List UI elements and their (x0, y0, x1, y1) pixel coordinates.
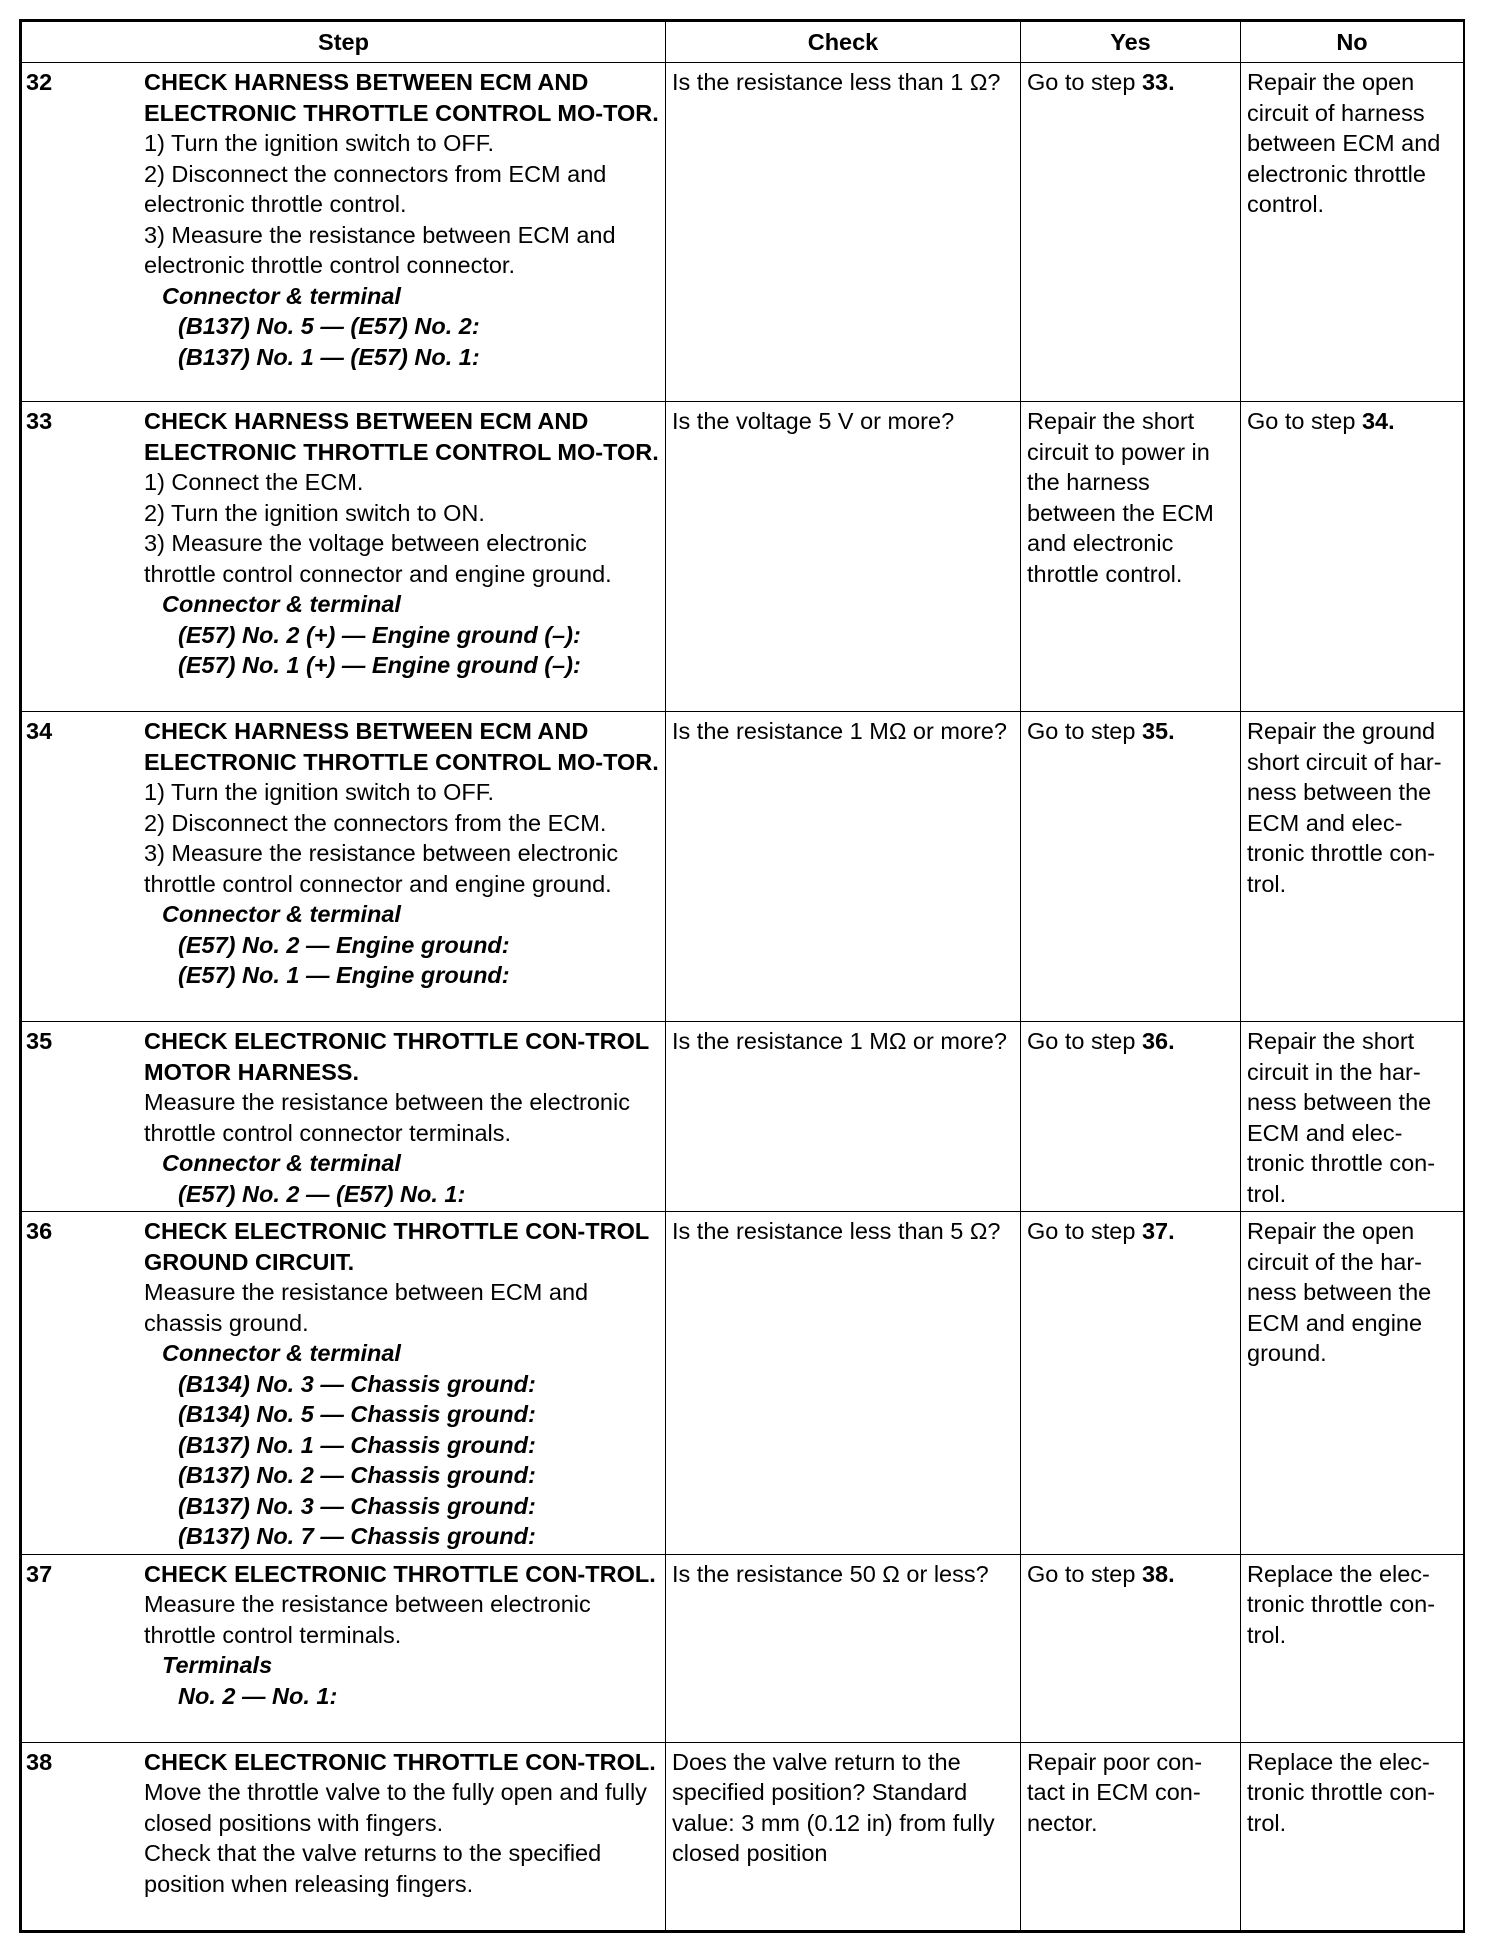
diagnostic-table (21, 21, 1464, 1931)
connector-heading: Terminals (162, 1652, 273, 1678)
step-cell (22, 1022, 666, 1212)
yes-step-ref: 37. (1141, 1218, 1175, 1244)
step-number: 32 (26, 69, 53, 95)
yes-text: Go to step (1027, 69, 1142, 95)
check-text: Is the voltage 5 V or more? (672, 408, 955, 434)
no-cell (1241, 63, 1464, 402)
check-text: Is the resistance less than 1 Ω? (672, 69, 1001, 95)
step-instruction: 1) Turn the ignition switch to OFF. (144, 779, 495, 805)
yes-cell (1021, 63, 1241, 402)
table-row (22, 63, 1464, 402)
connector-terminal-item: (E57) No. 2 — (E57) No. 1: (178, 1180, 466, 1207)
table-row (22, 1022, 1464, 1212)
no-cell (1241, 1212, 1464, 1555)
no-text: Repair the ground short circuit of har-ness between the ECM and elec-tronic throttle con-trol. (1247, 718, 1442, 897)
connector-heading: Connector & terminal (162, 591, 401, 617)
step-instruction: Measure the resistance between the electronic throttle control connector terminals. (144, 1089, 630, 1146)
yes-cell (1021, 1212, 1241, 1555)
yes-text: Go to step (1027, 1028, 1142, 1054)
step-title: CHECK ELECTRONIC THROTTLE CON-TROL. (144, 1560, 656, 1587)
yes-text: Go to step (1027, 718, 1142, 744)
step-number: 37 (26, 1560, 53, 1587)
step-cell (22, 63, 666, 402)
connector-terminal-item: (B134) No. 3 — Chassis ground: (178, 1370, 536, 1397)
step-instruction: 1) Turn the ignition switch to OFF. (144, 130, 495, 156)
table-row (22, 1742, 1464, 1931)
connector-terminal-item: (B137) No. 3 — Chassis ground: (178, 1492, 536, 1519)
yes-text: Go to step (1027, 1218, 1142, 1244)
no-text: Repair the open circuit of harness between ECM and electronic throttle control. (1247, 69, 1441, 217)
yes-text: Repair the short circuit to power in the harness between the ECM and electronic throttle control. (1027, 408, 1214, 587)
step-body (144, 67, 661, 372)
step-number: 35 (26, 1028, 53, 1054)
step-number: 38 (26, 1748, 53, 1775)
step-instruction: 1) Connect the ECM. (144, 469, 364, 495)
yes-text: Go to step (1027, 1560, 1142, 1587)
step-cell (22, 1554, 666, 1742)
no-text: Repair the open circuit of the har-ness between the ECM and engine ground. (1247, 1218, 1432, 1366)
step-number: 33 (26, 408, 53, 434)
check-text: Is the resistance less than 5 Ω? (672, 1218, 1001, 1244)
check-text: Is the resistance 50 Ω or less? (672, 1560, 989, 1587)
step-title: CHECK ELECTRONIC THROTTLE CON-TROL MOTOR HARNESS. (144, 1028, 649, 1085)
step-instruction: 2) Turn the ignition switch to ON. (144, 499, 485, 526)
header-row (22, 22, 1464, 63)
step-body (144, 1026, 661, 1209)
step-instruction: Check that the valve returns to the specified position when releasing fingers. (144, 1840, 602, 1897)
connector-terminal-item: (B137) No. 1 — (E57) No. 1: (178, 343, 480, 370)
yes-cell (1021, 402, 1241, 712)
yes-cell (1021, 1742, 1241, 1931)
connector-terminal-item: (B137) No. 5 — (E57) No. 2: (178, 313, 480, 339)
step-title: CHECK ELECTRONIC THROTTLE CON-TROL. (144, 1748, 656, 1775)
connector-heading: Connector & terminal (162, 1150, 401, 1176)
header-check: Check (666, 22, 1021, 63)
no-text: Repair the short circuit in the har-ness between the ECM and elec-tronic throttle con-trol. (1247, 1028, 1436, 1207)
yes-cell (1021, 1554, 1241, 1742)
step-title: CHECK ELECTRONIC THROTTLE CON-TROL GROUND CIRCUIT. (144, 1218, 649, 1275)
connector-terminal-item: No. 2 — No. 1: (178, 1682, 338, 1709)
table-row (22, 1554, 1464, 1742)
connector-terminal-item: (E57) No. 1 (+) — Engine ground (–): (178, 652, 581, 678)
check-cell (666, 63, 1021, 402)
connector-terminal-item: (B137) No. 1 — Chassis ground: (178, 1431, 536, 1458)
yes-cell (1021, 712, 1241, 1022)
step-body (144, 716, 661, 991)
header-step: Step (22, 22, 666, 63)
table-row (22, 1212, 1464, 1555)
check-cell (666, 1022, 1021, 1212)
connector-terminal-item: (B134) No. 5 — Chassis ground: (178, 1401, 536, 1427)
header-no: No (1241, 22, 1464, 63)
yes-text: Repair poor con-tact in ECM con-nector. (1027, 1748, 1203, 1836)
table-row (22, 402, 1464, 712)
step-body (144, 1559, 661, 1712)
connector-heading: Connector & terminal (162, 1340, 401, 1366)
check-text: Is the resistance 1 MΩ or more? (672, 718, 1007, 744)
step-instruction: 2) Disconnect the connectors from ECM and electronic throttle control. (144, 160, 607, 217)
step-body (144, 1216, 661, 1552)
check-text: Is the resistance 1 MΩ or more? (672, 1028, 1007, 1054)
check-text: Does the valve return to the specified position? Standard value: 3 mm (0.12 in) from fully closed position (672, 1748, 995, 1866)
step-title: CHECK HARNESS BETWEEN ECM AND ELECTRONIC THROTTLE CONTROL MO-TOR. (144, 408, 659, 465)
check-cell (666, 1742, 1021, 1931)
connector-terminal-item: (E57) No. 1 — Engine ground: (178, 962, 510, 988)
step-instruction: Measure the resistance between ECM and chassis ground. (144, 1279, 589, 1336)
step-number: 34 (26, 718, 53, 744)
step-instruction: Move the throttle valve to the fully open and fully closed positions with fingers. (144, 1779, 647, 1836)
step-instruction: 3) Measure the resistance between electronic throttle control connector and engine ground. (144, 840, 619, 897)
diagnostic-table-page (19, 19, 1465, 1933)
step-body (144, 1747, 661, 1900)
step-number: 36 (26, 1218, 53, 1244)
connector-heading: Connector & terminal (162, 282, 401, 309)
yes-step-ref: 35. (1141, 718, 1175, 744)
step-cell (22, 712, 666, 1022)
table-row (22, 712, 1464, 1022)
step-body (144, 406, 661, 681)
no-text: Go to step (1247, 408, 1362, 434)
no-cell (1241, 402, 1464, 712)
yes-step-ref: 33. (1141, 69, 1175, 95)
step-instruction: 2) Disconnect the connectors from the ECM. (144, 809, 607, 836)
no-cell (1241, 1554, 1464, 1742)
check-cell (666, 402, 1021, 712)
yes-step-ref: 38. (1141, 1560, 1175, 1587)
check-cell (666, 1212, 1021, 1555)
step-title: CHECK HARNESS BETWEEN ECM AND ELECTRONIC THROTTLE CONTROL MO-TOR. (144, 69, 659, 126)
no-text: Replace the elec-tronic throttle con-trol. (1247, 1748, 1436, 1836)
step-cell (22, 1212, 666, 1555)
yes-cell (1021, 1022, 1241, 1212)
connector-heading: Connector & terminal (162, 901, 401, 927)
connector-terminal-item: (B137) No. 2 — Chassis ground: (178, 1462, 536, 1488)
connector-terminal-item: (E57) No. 2 — Engine ground: (178, 931, 510, 958)
connector-terminal-item: (B137) No. 7 — Chassis ground: (178, 1523, 536, 1549)
no-cell (1241, 1742, 1464, 1931)
yes-step-ref: 36. (1141, 1028, 1175, 1054)
no-cell (1241, 712, 1464, 1022)
step-title: CHECK HARNESS BETWEEN ECM AND ELECTRONIC THROTTLE CONTROL MO-TOR. (144, 718, 659, 775)
step-cell (22, 402, 666, 712)
step-instruction: 3) Measure the voltage between electronic throttle control connector and engine ground. (144, 530, 612, 587)
no-step-ref: 34. (1361, 408, 1395, 434)
header-yes: Yes (1021, 22, 1241, 63)
connector-terminal-item: (E57) No. 2 (+) — Engine ground (–): (178, 621, 581, 648)
no-text: Replace the elec-tronic throttle con-trol. (1247, 1560, 1436, 1648)
step-instruction: 3) Measure the resistance between ECM and electronic throttle control connector. (144, 221, 616, 278)
step-instruction: Measure the resistance between electronic throttle control terminals. (144, 1591, 591, 1648)
check-cell (666, 712, 1021, 1022)
check-cell (666, 1554, 1021, 1742)
no-cell (1241, 1022, 1464, 1212)
step-cell (22, 1742, 666, 1931)
